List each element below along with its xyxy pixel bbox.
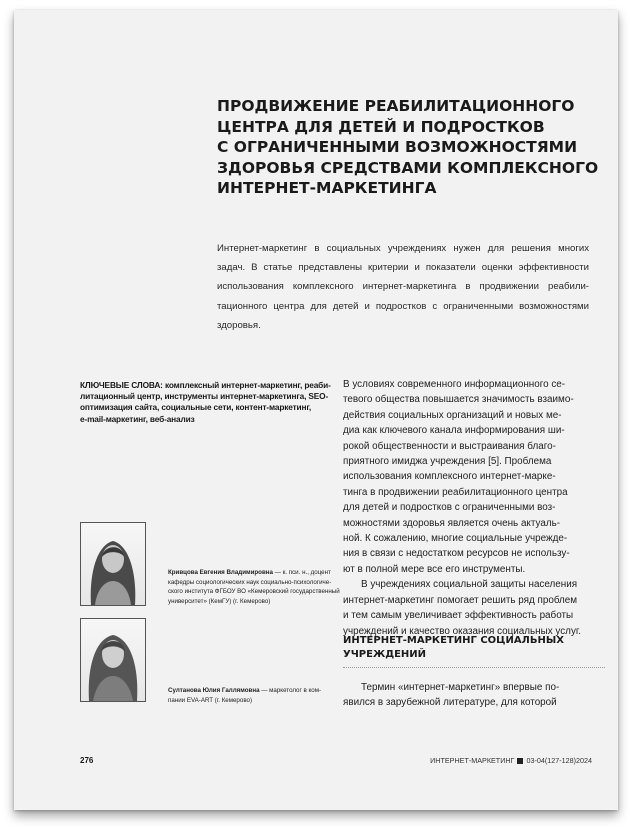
author-bio-line: пании EVA-ART (г. Кемерово) [168, 696, 253, 704]
body-line: интернет-маркетинг помогает решить ряд проблем [343, 594, 578, 606]
section-heading [343, 634, 605, 663]
author-bio [168, 686, 338, 705]
keywords-line: оптимизация сайта, социальные сети, контент-маркетинг, [80, 402, 312, 413]
title-line: С ОГРАНИЧЕННЫМИ ВОЗМОЖНОСТЯМИ [217, 138, 578, 156]
body-line: ния в связи с недостатком ресурсов не использу- [343, 548, 570, 560]
author-name: Султанова Юлия Галлямовна [168, 687, 260, 694]
body-line: тевого общества повышается значимость взаимо- [343, 394, 574, 406]
keywords [80, 380, 335, 425]
journal-name: ИНТЕРНЕТ-МАРКЕТИНГ [430, 756, 515, 765]
author-bio [168, 568, 338, 606]
author-photo-image [81, 523, 145, 605]
author-photo [80, 618, 146, 702]
body-line: В учреждениях социальной защиты населения [361, 579, 578, 591]
body-line: диа как ключевого канала информирования ши- [343, 425, 565, 437]
section-heading-line: УЧРЕЖДЕНИЙ [343, 649, 427, 661]
section-heading-line: ИНТЕРНЕТ-МАРКЕТИНГ СОЦИАЛЬНЫХ [343, 635, 564, 646]
abstract [217, 239, 589, 335]
journal-issue: 03-04(127-128)2024 [526, 756, 592, 765]
author-bio-line: ского института ФГБОУ ВО «Кемеровский государственный [168, 588, 340, 596]
author-bio-line: — маркетолог в ком- [261, 687, 322, 694]
title-line: ПРОДВИЖЕНИЕ РЕАБИЛИТАЦИОННОГО [217, 97, 575, 115]
title-line: ЗДОРОВЬЯ СРЕДСТВАМИ КОМПЛЕКСНОГО [217, 158, 599, 177]
author-photo-image [81, 619, 145, 701]
body-text [343, 377, 605, 639]
author-bio-line: кафедры социологических наук социально-психологиче- [168, 578, 332, 586]
body-line: В условиях современного информационного се- [343, 379, 566, 390]
section-body-text [343, 680, 605, 711]
title-line: ЦЕНТРА ДЛЯ ДЕТЕЙ И ПОДРОСТКОВ [217, 117, 545, 136]
body-line: тинга в продвижении реабилитационного центра [343, 486, 568, 498]
keywords-line: литационный центр, инструменты интернет-маркетинга, SEO- [80, 391, 329, 402]
keywords-line: e-mail-маркетинг, веб-анализ [80, 413, 195, 424]
section-divider [343, 667, 605, 668]
body-line: для детей и подростков с ограниченными воз- [343, 502, 556, 514]
author-bio-line: университет» (КемГУ) (г. Кемерово) [168, 597, 271, 605]
running-footer [430, 756, 592, 765]
body-line: рокой общественности и выстраивания благо- [343, 440, 556, 452]
abstract-line: тационного центра для детей и подростков с ограниченными возможностями [217, 300, 589, 312]
article-title [217, 96, 599, 199]
author-name: Кривцова Евгения Владимировна [168, 569, 273, 576]
body-line: можностями здоровья является очень актуаль- [343, 517, 561, 529]
body-line: явился в зарубежной литературе, для которой [343, 697, 557, 709]
body-line: учреждений и качество оказания социальных услуг. [343, 625, 582, 637]
page-number: 276 [80, 756, 94, 765]
body-line: приятного имиджа учреждения [5]. Проблема [343, 456, 552, 468]
title-line: ИНТЕРНЕТ-МАРКЕТИНГА [217, 179, 437, 197]
abstract-line: задач. В статье представлены критерии и показатели оценки эффективности [217, 262, 589, 274]
journal-page [14, 10, 618, 810]
body-line: ют в полной мере все его инструменты. [343, 563, 526, 575]
body-line: Термин «интернет-маркетинг» впервые по- [361, 682, 560, 693]
square-bullet-icon [517, 758, 523, 764]
body-line: использования комплексного интернет-марке- [343, 471, 556, 483]
author-bio-line: — к. пси. н., доцент [274, 569, 331, 576]
body-line: ной. К сожалению, многие социальные учрежде- [343, 533, 568, 545]
author-photo [80, 522, 146, 606]
body-line: и тем самым увеличивает эффективность работы [343, 610, 574, 622]
body-line: действия социальных организаций и новых ме- [343, 409, 562, 421]
abstract-line: здоровья. [217, 319, 261, 331]
keywords-line: КЛЮЧЕВЫЕ СЛОВА: комплексный интернет-маркетинг, реаби- [80, 380, 331, 390]
abstract-line: Интернет-маркетинг в социальных учреждениях нужен для решения многих [217, 243, 589, 254]
abstract-line: использования комплексного интернет-маркетинга в продвижении реабили- [217, 281, 589, 293]
